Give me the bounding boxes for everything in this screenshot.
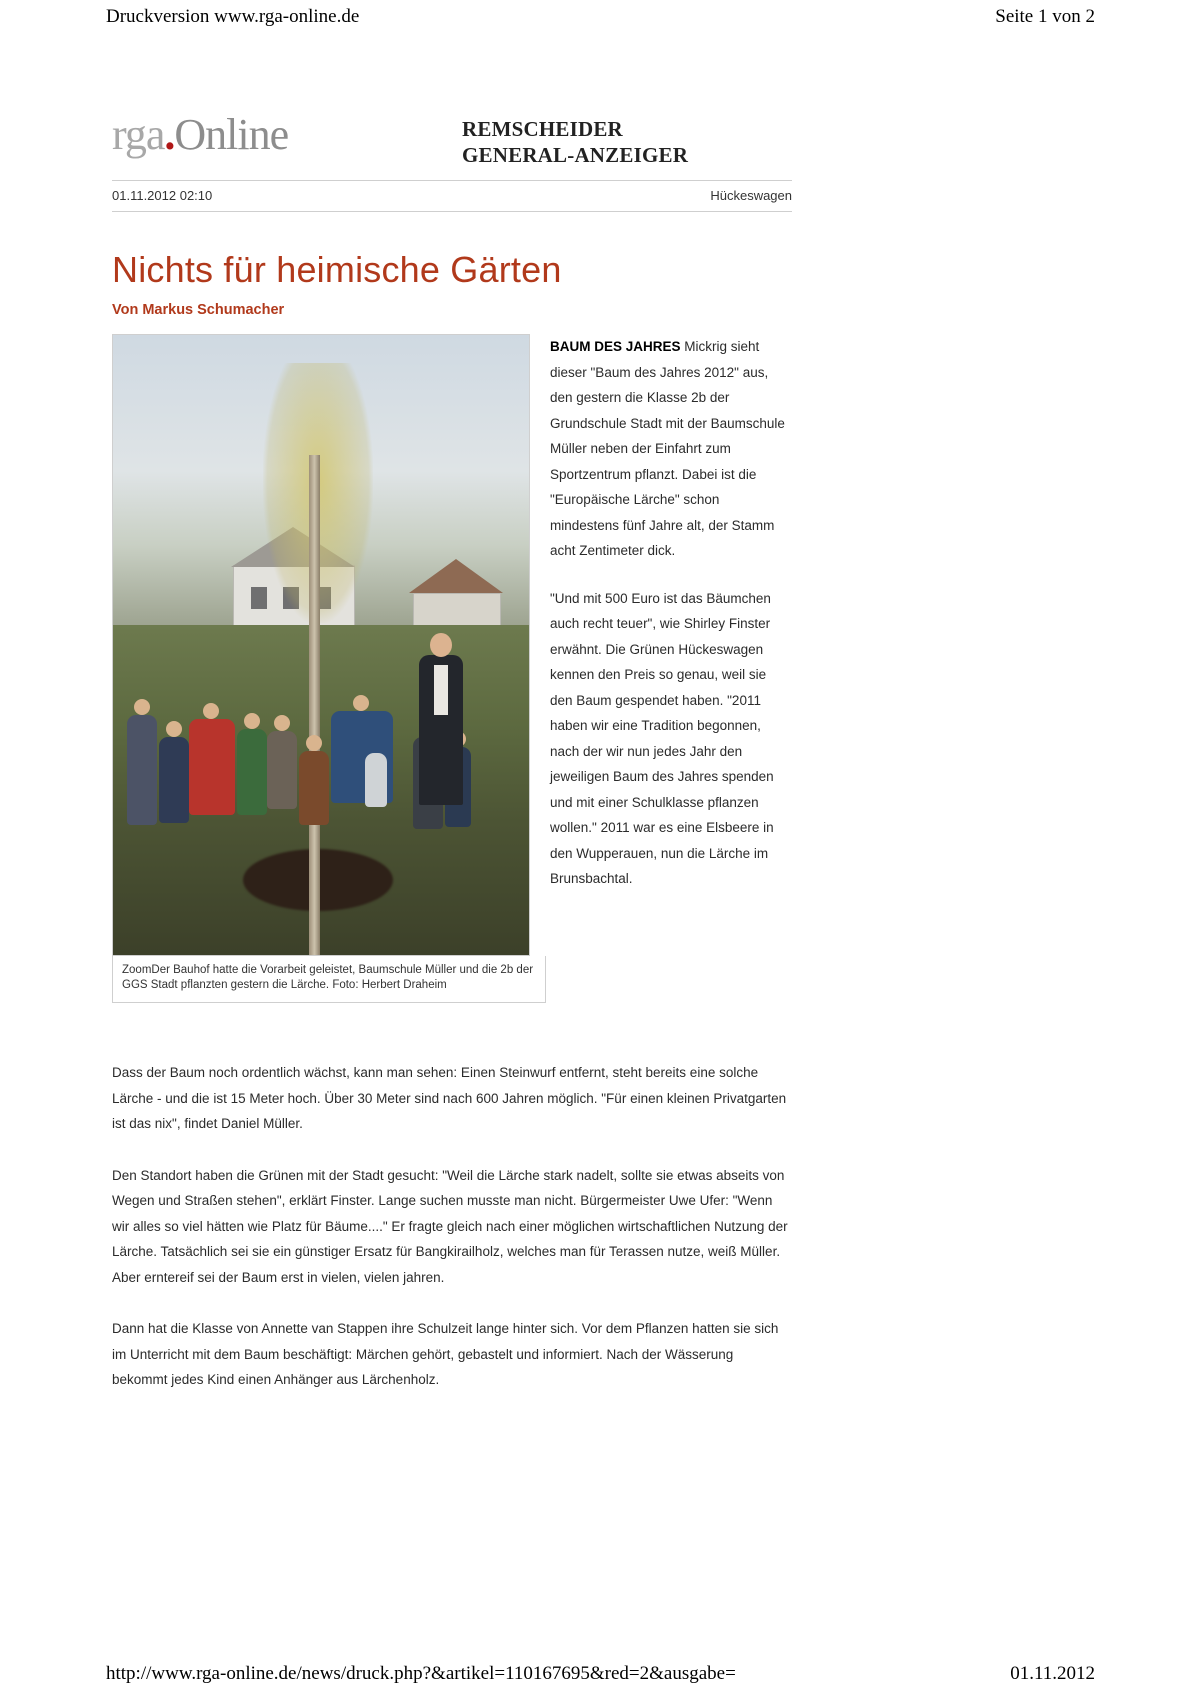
photo-adult-head xyxy=(353,695,369,711)
logo-rga-text: rga xyxy=(112,110,165,159)
print-header xyxy=(0,6,1200,32)
article-datetime: 01.11.2012 02:10 xyxy=(112,188,213,203)
body-paragraph-3: Dann hat die Klasse von Annette van Stappen ihre Schulzeit lange hinter sich. Vor dem Pflanzen hatten sie sich im Unterricht mit dem Baum beschäftigt: Märchen gehört, gebastelt und informiert. Nach der Wässerung bekommt jedes Kind einen Anhänger aus Lärchenholz. xyxy=(112,1321,779,1387)
sidebar-lead-text: Mickrig sieht dieser "Baum des Jahres 2012" aus, den gestern die Klasse 2b der Grundschule Stadt mit der Baumschule Müller neben der Einfahrt zum Sportzentrum pflanzt. Dabei ist die "Europäische Lärche" schon mindestens fünf Jahre alt, der Stamm acht Zentimeter dick. xyxy=(550,339,785,558)
photo-child-head-2 xyxy=(166,721,182,737)
photo-child-head-3 xyxy=(203,703,219,719)
newspaper-nameplate xyxy=(462,116,688,168)
article-byline: Von Markus Schumacher xyxy=(112,302,285,318)
body-paragraph-1: Dass der Baum noch ordentlich wächst, kann man sehen: Einen Steinwurf entfernt, steht bereits eine solche Lärche - und die ist 15 Meter hoch. Über 30 Meter sind nach 600 Jahren möglich. "Für einen kleinen Privatgarten ist das nix", findet Daniel Müller. xyxy=(112,1065,787,1131)
print-footer xyxy=(0,1663,1200,1689)
article-figure xyxy=(112,334,534,1003)
article-photo[interactable] xyxy=(112,334,530,956)
rga-online-logo[interactable] xyxy=(112,110,288,160)
print-footer-date: 01.11.2012 xyxy=(1010,1663,1095,1684)
photo-child-head-1 xyxy=(134,699,150,715)
sidebar-paragraph-1 xyxy=(550,334,792,564)
page-title: Nichts für heimische Gärten xyxy=(112,249,562,290)
photo-child-1 xyxy=(127,715,157,825)
print-header-pagenum: Seite 1 von 2 xyxy=(995,6,1095,27)
nameplate-line-2: GENERAL-ANZEIGER xyxy=(462,143,689,167)
photo-child-6 xyxy=(299,751,329,825)
article-content xyxy=(112,334,792,1034)
masthead xyxy=(112,110,792,172)
photo-child-5 xyxy=(267,731,297,809)
sidebar-lead-label: BAUM DES JAHRES xyxy=(550,339,681,354)
photo-child-red-jacket xyxy=(189,719,235,815)
photo-child-head-4 xyxy=(244,713,260,729)
logo-dot: . xyxy=(164,110,175,159)
photo-child-2 xyxy=(159,737,189,823)
article-page xyxy=(112,110,792,1419)
photo-bag xyxy=(365,753,387,807)
photo-child-head-6 xyxy=(306,735,322,751)
article-meta-row xyxy=(112,180,792,212)
body-paragraph-2: Den Standort haben die Grünen mit der Stadt gesucht: "Weil die Lärche stark nadelt, sollte sie etwas abseits von Wegen und Straßen stehen", erklärt Finster. Lange suchen musste man nicht. Bürgermeister Uwe Ufer: "Wenn wir alles so viel hätten wie Platz für Bäume...." Er fragte gleich nach einer möglichen wirtschaftlichen Nutzung der Lärche. Tatsächlich sei sie ein günstiger Ersatz für Bangkirailholz, welches man für Terassen nutze, weiß Müller. Aber erntereif sei der Baum erst in vielen, vielen jahren. xyxy=(112,1167,788,1285)
photo-mayor xyxy=(419,655,463,805)
photo-caption: ZoomDer Bauhof hatte die Vorarbeit geleistet, Baumschule Müller und die 2b der GGS Stadt pflanzten gestern die Lärche. Foto: Herbert Draheim xyxy=(112,956,546,1003)
article-body xyxy=(112,1034,792,1393)
logo-online-text: Online xyxy=(174,110,289,159)
photo-tree-trunk xyxy=(309,455,320,955)
photo-mayor-shirt xyxy=(434,665,448,715)
sidebar-paragraph-2: "Und mit 500 Euro ist das Bäumchen auch recht teuer", wie Shirley Finster erwähnt. Die Grünen Hückeswagen kennen den Preis so genau, weil sie den Baum gespendet haben. "2011 haben wir eine Tradition begonnen, nach der wir nun jedes Jahr den jeweiligen Baum des Jahres spenden und mit einer Schulklasse pflanzen wollen." 2011 war es eine Elsbeere in den Wupperauen, nun die Lärche im Brunsbachtal. xyxy=(550,590,774,886)
article-location: Hückeswagen xyxy=(710,188,792,203)
nameplate-line-1: REMSCHEIDER xyxy=(462,117,623,141)
photo-house-side-roof xyxy=(409,559,503,593)
photo-child-head-5 xyxy=(274,715,290,731)
article-sidebar-column xyxy=(550,334,792,892)
print-header-title: Druckversion www.rga-online.de xyxy=(106,6,360,27)
print-footer-url: http://www.rga-online.de/news/druck.php?&artikel=110167695&red=2&ausgabe= xyxy=(106,1663,736,1684)
photo-mayor-head xyxy=(430,633,452,657)
photo-child-4 xyxy=(237,729,267,815)
